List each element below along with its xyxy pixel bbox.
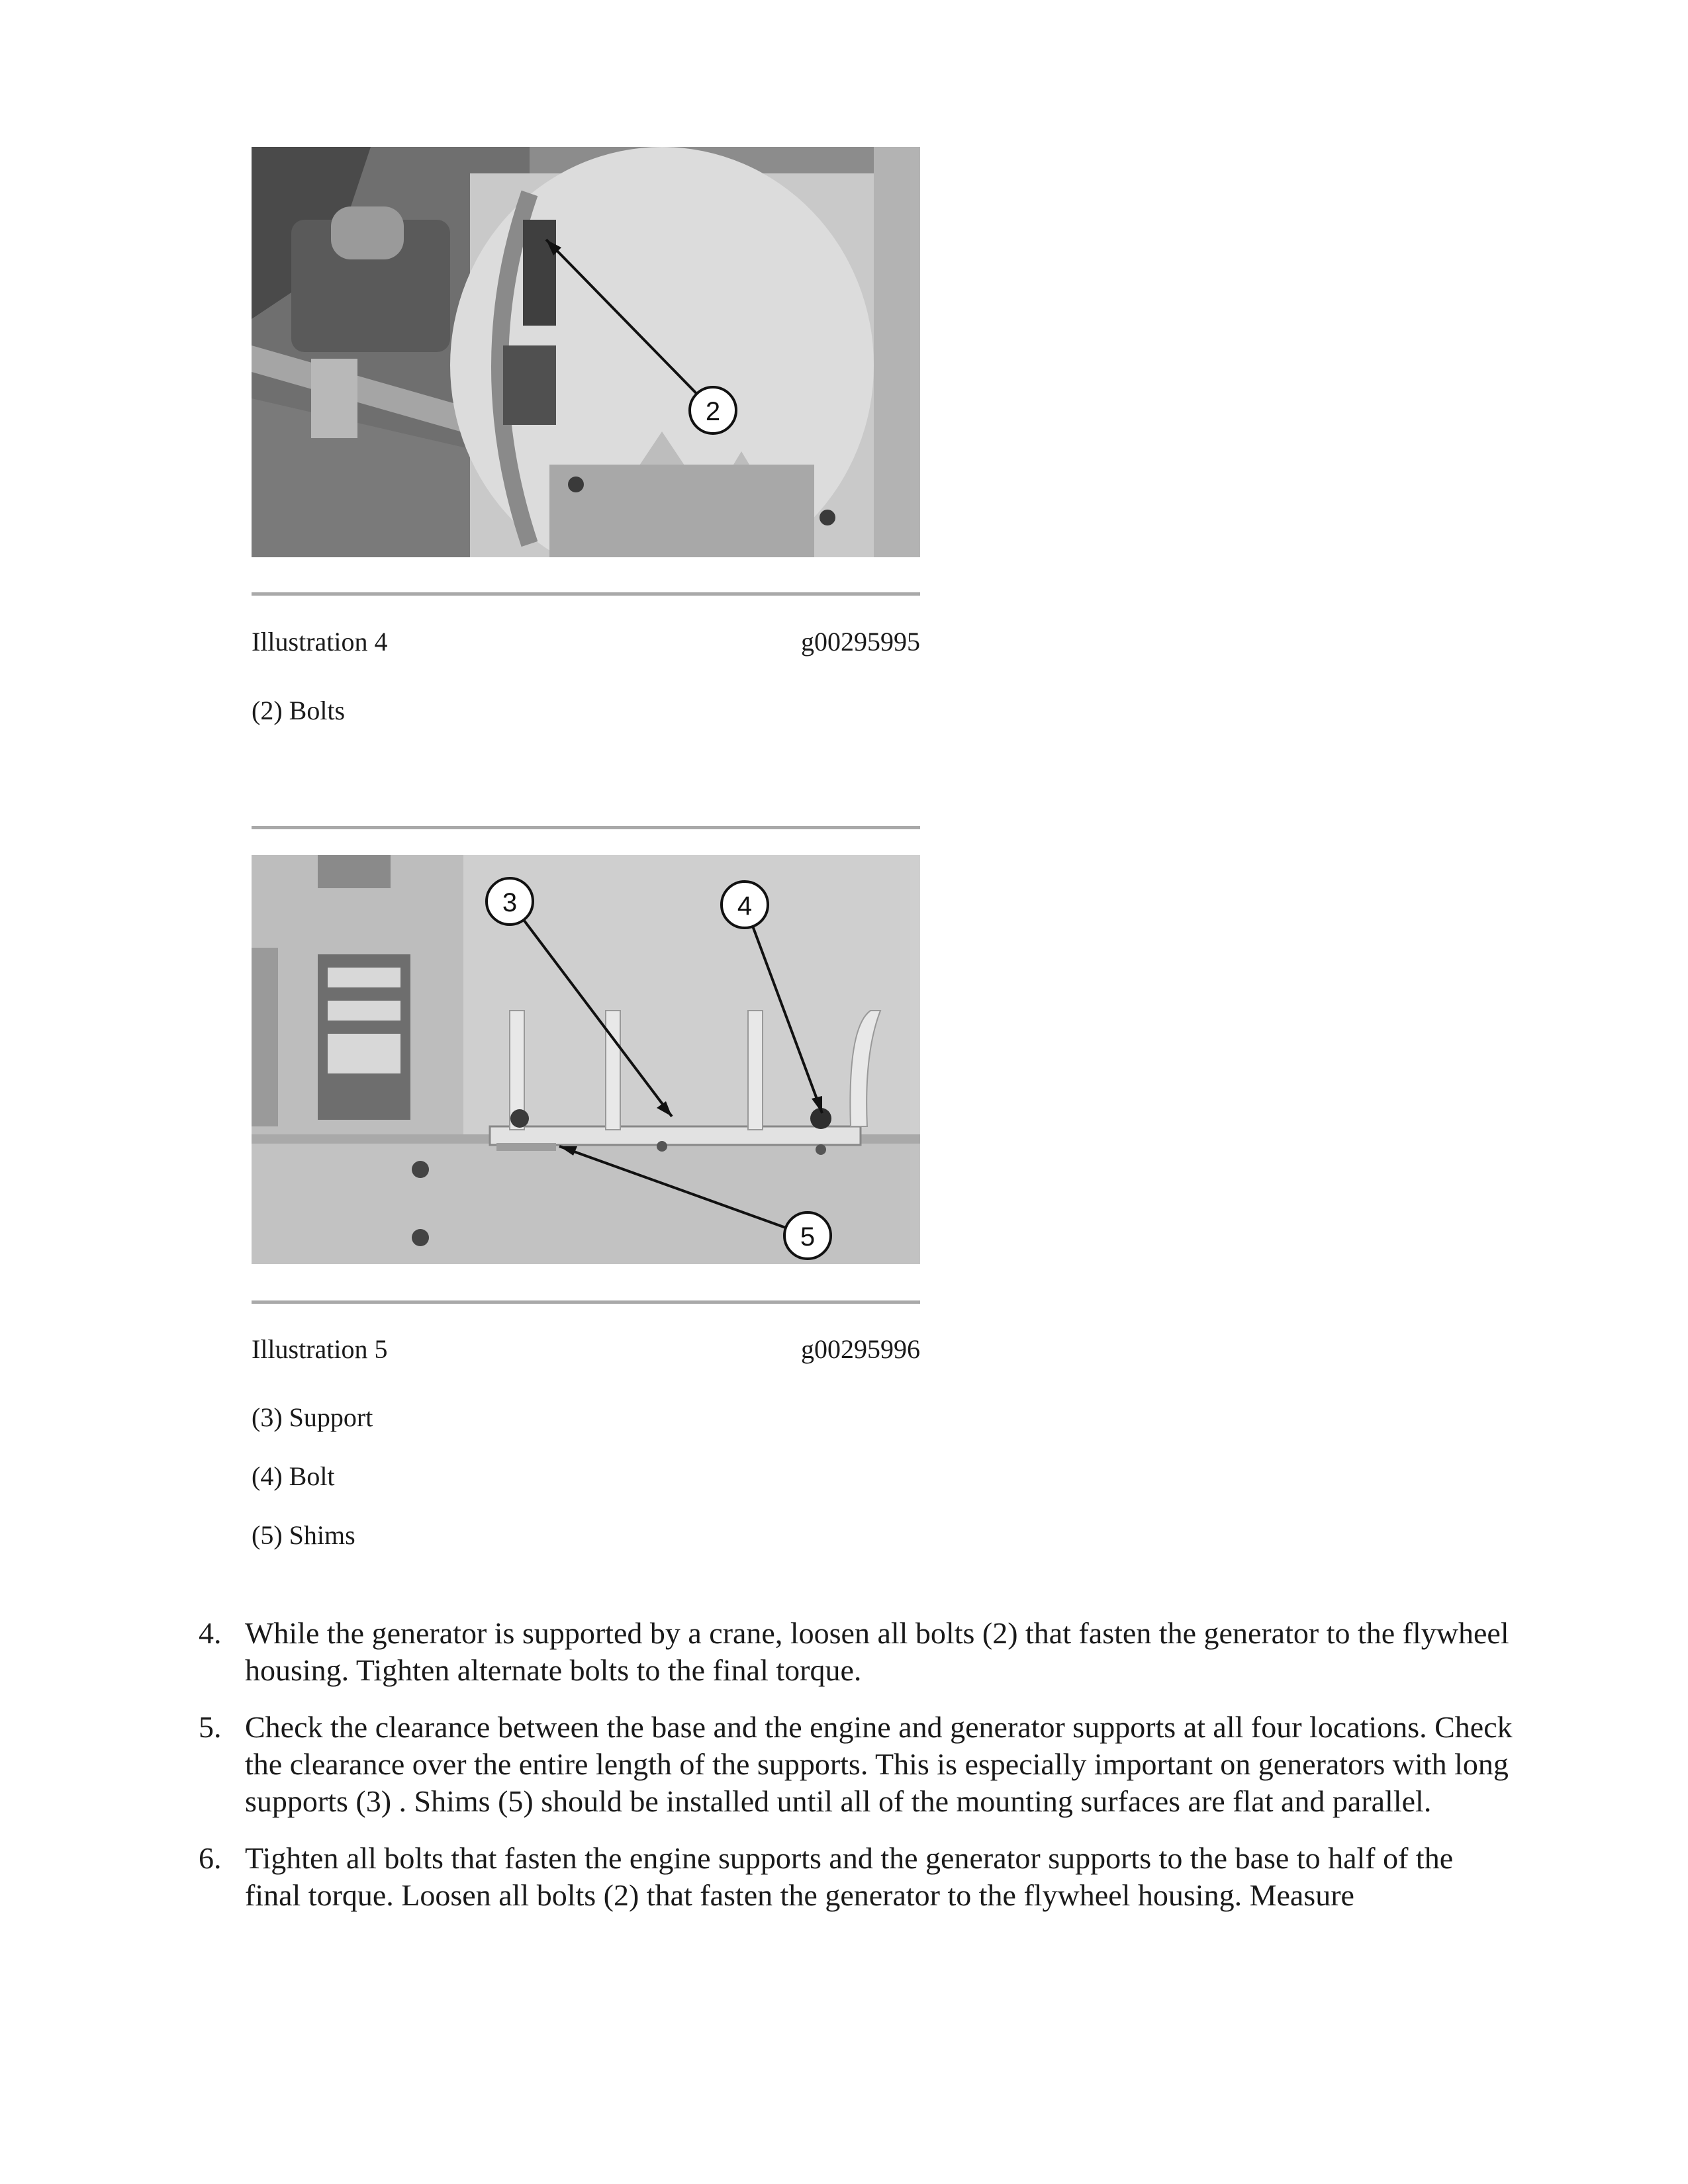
step-number: 5. — [199, 1710, 222, 1744]
step-number: 6. — [199, 1841, 222, 1875]
legend-item-support: (3) Support — [252, 1402, 373, 1432]
divider-rule — [252, 1300, 920, 1304]
divider-rule — [252, 592, 920, 596]
callout-5: 5 — [800, 1222, 816, 1251]
callout-2: 2 — [705, 397, 721, 426]
step-item — [199, 1709, 1516, 1820]
step-text: While the generator is supported by a crane, loosen all bolts (2) that fasten the generator to the flywheel housing. Tighten alternate bolts to the final torque. — [245, 1616, 1509, 1687]
step-item — [199, 1615, 1516, 1689]
generator-flywheel-photo — [252, 147, 920, 557]
step-item — [199, 1840, 1516, 1914]
generator-support-photo — [252, 855, 920, 1264]
illustration-4-label: Illustration 4 — [252, 627, 388, 657]
callout-3: 3 — [502, 888, 518, 917]
callout-4: 4 — [737, 891, 753, 921]
illustration-5-photo — [252, 855, 920, 1264]
legend-item-shims: (5) Shims — [252, 1520, 355, 1550]
procedure-steps — [199, 1615, 1516, 1934]
illustration-5-code: g00295996 — [801, 1334, 920, 1364]
step-number: 4. — [199, 1616, 222, 1650]
step-text: Check the clearance between the base and the engine and generator supports at all four locations. Check the clearance over the entire length of the supports. This is especially important on generators with long supports (3) . Shims (5) should be installed until all of the mounting surfaces are flat and parallel. — [245, 1710, 1513, 1818]
legend-item-bolts: (2) Bolts — [252, 696, 346, 725]
legend-item-bolt: (4) Bolt — [252, 1461, 335, 1491]
divider-rule — [252, 826, 920, 829]
step-text: Tighten all bolts that fasten the engine supports and the generator supports to the base to half of the final torque. Loosen all bolts (2) that fasten the generator to the flywheel housing. Measure — [245, 1841, 1454, 1912]
illustration-4-photo — [252, 147, 920, 557]
illustration-5-label: Illustration 5 — [252, 1334, 388, 1364]
illustration-4-code: g00295995 — [801, 627, 920, 657]
